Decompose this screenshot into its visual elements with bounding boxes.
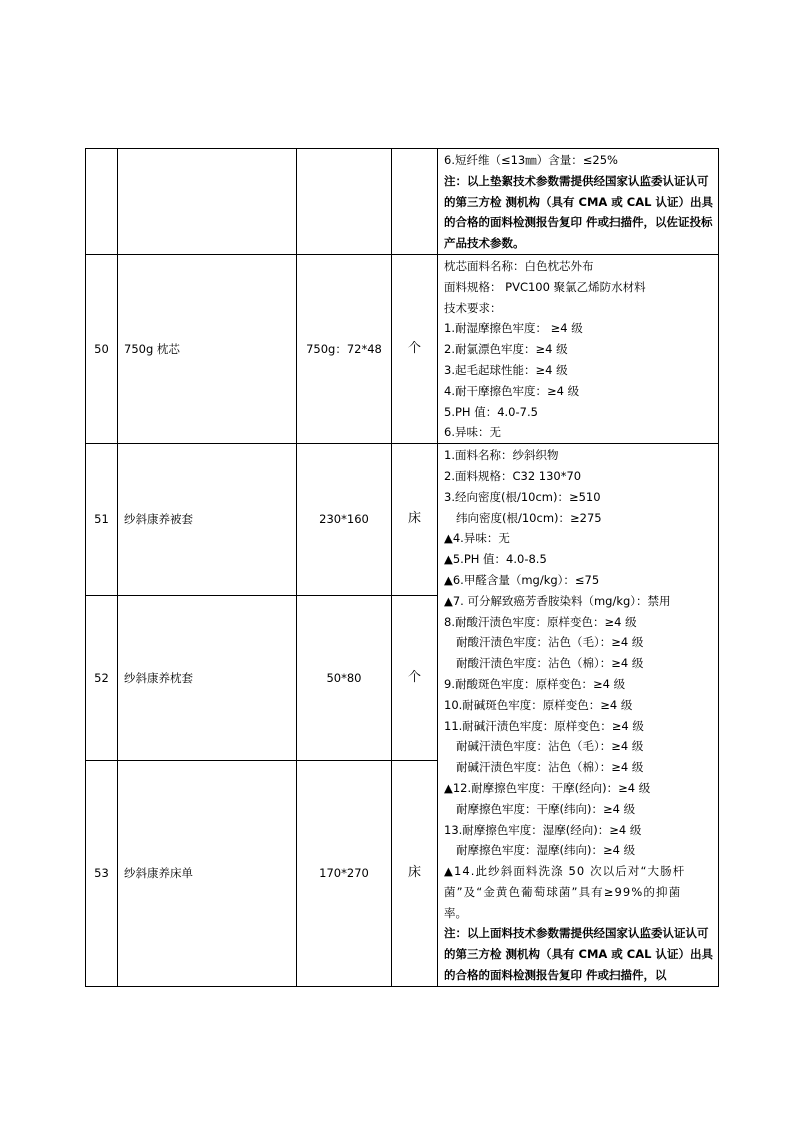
shared-technical-requirements [438, 444, 719, 987]
table-row-continuation [86, 149, 719, 255]
requirement-line: 耐碱汗渍色牢度：沾色（毛）：≥4 级 [456, 739, 644, 754]
product-name: 纱斜康养被套 [118, 444, 297, 596]
requirement-line: ▲5.PH 值：4.0-8.5 [444, 552, 547, 567]
row-number: 50 [86, 254, 118, 443]
specification-table [85, 148, 719, 987]
requirement-line: 11.耐碱汗渍色牢度：原样变色：≥4 级 [444, 718, 644, 733]
product-unit: 床 [392, 444, 438, 596]
requirement-line: 耐酸汗渍色牢度：沾色（棉）：≥4 级 [456, 656, 644, 671]
certification-note: 注：以上垫絮技术参数需提供经国家认监委认证认可的第三方检 测机构（具有 CMA 或 CAL 认证）出具的合格的面料检测报告复印 件或扫描件，以佐证投标产品技术参数。 [444, 173, 713, 251]
requirement-line: 13.耐摩擦色牢度：湿摩(经向)：≥4 级 [444, 822, 642, 837]
requirement-line: 1.面料名称：纱斜织物 [444, 448, 559, 463]
requirement-line: 6.短纤维（≤13㎜）含量：≤25% [444, 153, 618, 167]
requirement-line: 面料规格： PVC100 聚氯乙烯防水材料 [444, 279, 646, 294]
requirement-line: 9.耐酸斑色牢度：原样变色：≥4 级 [444, 676, 626, 691]
requirement-line: 耐酸汗渍色牢度：沾色（毛）：≥4 级 [456, 635, 644, 650]
row-number [86, 149, 118, 255]
requirement-line: 2.耐氯漂色牢度：≥4 级 [444, 342, 568, 357]
requirement-line: 耐摩擦色牢度：干摩(纬向)：≥4 级 [456, 801, 636, 816]
product-unit [392, 149, 438, 255]
requirement-line: ▲14.此纱斜面料洗涤 50 次以后对“大肠杆 [444, 864, 686, 879]
product-name: 纱斜康养床单 [118, 760, 297, 986]
requirement-line: 1.耐湿摩擦色牢度： ≥4 级 [444, 321, 583, 336]
table-row-51 [86, 444, 719, 596]
requirement-line: 纬向密度(根/10cm)：≥275 [456, 510, 602, 525]
table-row-50 [86, 254, 719, 443]
product-unit: 个 [392, 254, 438, 443]
certification-note: 注：以上面料技术参数需提供经国家认监委认证认可的第三方检 测机构（具有 CMA 或 CAL 认证）出具的合格的面料检测报告复印 件或扫描件，以 [444, 926, 713, 983]
product-unit: 床 [392, 760, 438, 986]
technical-requirements [438, 149, 719, 255]
requirement-line: ▲4.异味：无 [444, 531, 510, 546]
requirement-line: 6.异味：无 [444, 425, 501, 440]
requirement-line: 枕芯面料名称：白色枕芯外布 [444, 258, 594, 273]
product-spec: 50*80 [297, 596, 392, 760]
requirement-line: 耐摩擦色牢度：湿摩(纬向)：≥4 级 [456, 843, 636, 858]
product-spec: 170*270 [297, 760, 392, 986]
requirement-line: 5.PH 值：4.0-7.5 [444, 404, 538, 419]
requirement-line: 2.面料规格：C32 130*70 [444, 468, 582, 483]
requirement-line: 10.耐碱斑色牢度：原样变色：≥4 级 [444, 697, 633, 712]
product-unit: 个 [392, 596, 438, 760]
row-number: 51 [86, 444, 118, 596]
requirement-line: 耐碱汗渍色牢度：沾色（棉）：≥4 级 [456, 760, 644, 775]
requirement-line: ▲6.甲醛含量（mg/kg）：≤75 [444, 572, 600, 587]
product-name: 纱斜康养枕套 [118, 596, 297, 760]
requirement-line: 3.起毛起球性能：≥4 级 [444, 362, 568, 377]
requirement-line: 4.耐干摩擦色牢度：≥4 级 [444, 383, 580, 398]
product-spec [297, 149, 392, 255]
row-number: 53 [86, 760, 118, 986]
product-name [118, 149, 297, 255]
requirement-line: 技术要求： [444, 300, 502, 315]
technical-requirements [438, 254, 719, 443]
requirement-line: 菌”及“金黄色葡萄球菌”具有≥99%的抑菌 [444, 884, 682, 899]
product-spec: 750g：72*48 [297, 254, 392, 443]
row-number: 52 [86, 596, 118, 760]
product-name: 750g 枕芯 [118, 254, 297, 443]
product-spec: 230*160 [297, 444, 392, 596]
requirement-line: 8.耐酸汗渍色牢度：原样变色：≥4 级 [444, 614, 637, 629]
requirement-line: ▲12.耐摩擦色牢度：干摩(经向)：≥4 级 [444, 780, 651, 795]
requirement-line: ▲7. 可分解致癌芳香胺染料（mg/kg）：禁用 [444, 593, 671, 608]
requirement-line: 3.经向密度(根/10cm)：≥510 [444, 489, 601, 504]
requirement-line: 率。 [444, 905, 467, 920]
